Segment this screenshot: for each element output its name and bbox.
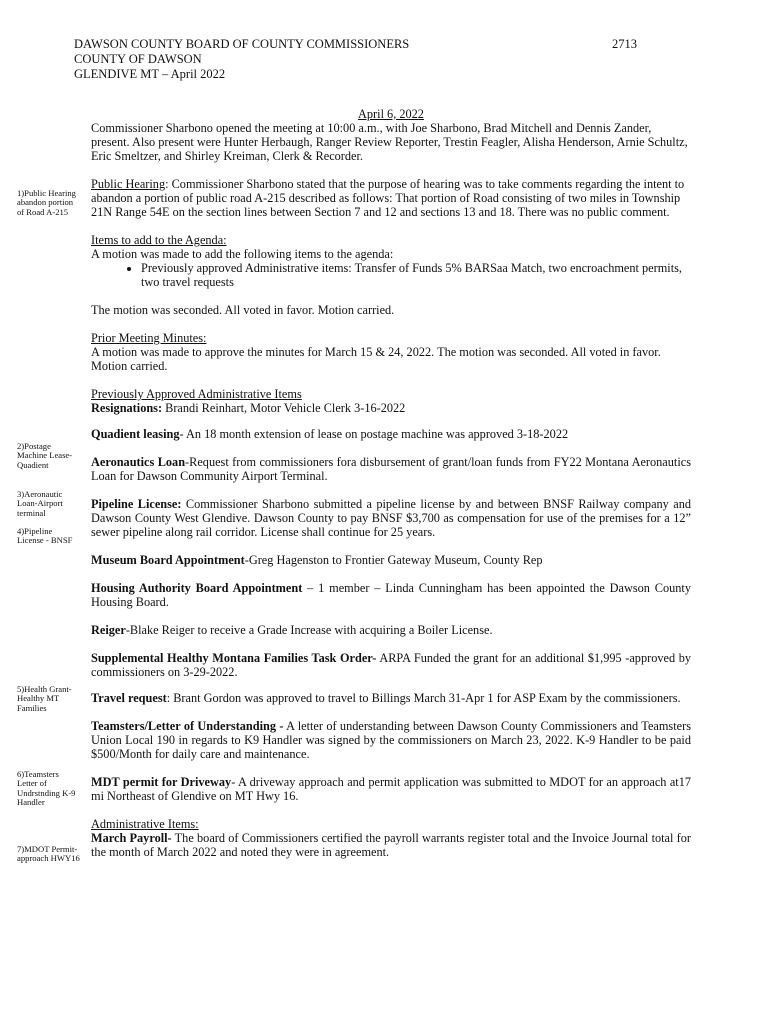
document-header bbox=[74, 37, 409, 82]
march-payroll-paragraph bbox=[91, 831, 691, 859]
item-teamsters bbox=[91, 719, 691, 761]
item-title: Travel request bbox=[91, 691, 167, 705]
header-line-1: DAWSON COUNTY BOARD OF COUNTY COMMISSIONERS bbox=[74, 37, 410, 51]
item-text: - A driveway approach and permit application was submitted to MDOT for an approach at17 mi Northeast of Glendive on MT Hwy 16. bbox=[91, 775, 691, 803]
item-text: A letter of understanding between Dawson County Commissioners and Teamsters Union Local 190 in regards to K9 Handler was signed by the commissioners on March 23, 2022. K-9 Handler to be paid $500/Month for daily care and maintenance. bbox=[91, 719, 691, 761]
item-healthy-montana bbox=[91, 651, 691, 679]
item-text: : Brant Gordon was approved to travel to Billings March 31-Apr 1 for ASP Exam by the commissioners. bbox=[166, 691, 681, 705]
item-title: Aeronautics Loan bbox=[91, 455, 186, 469]
item-text: – 1 member – Linda Cunningham has been appointed the Dawson County Housing Board. bbox=[91, 581, 691, 609]
item-text: ARPA Funded the grant for an additional $1,995 -approved by commissioners on 3-29-2022. bbox=[91, 651, 692, 679]
margin-note-postage-machine: 2)Postage Machine Lease-Quadient bbox=[17, 441, 73, 470]
item-title: Teamsters/Letter of Understanding - bbox=[91, 719, 284, 733]
item-text: Commissioner Sharbono submitted a pipeline license by and between BNSF Railway company and Dawson County West Glendive. Dawson County to pay BNSF $3,700 as compensation for use of the premises for a 12” sewer pipeline along rail corridor. License shall continue for 25 years. bbox=[91, 497, 691, 539]
march-payroll-text: The board of Commissioners certified the payroll warrants register total and the Invoice Journal total for the month of March 2022 and noted they were in agreement. bbox=[91, 831, 691, 859]
admin-items-heading: Administrative Items: bbox=[91, 817, 199, 831]
item-title: Reiger bbox=[91, 623, 126, 637]
public-hearing-heading: Public Hearing bbox=[91, 177, 166, 191]
item-title: Pipeline License: bbox=[91, 497, 182, 511]
agenda-text: A motion was made to add the following items to the agenda: bbox=[91, 247, 394, 261]
item-mdt-permit bbox=[91, 775, 691, 803]
margin-note-pipeline-license: 4)Pipeline License - BNSF bbox=[17, 526, 73, 546]
item-title: Museum Board Appointment bbox=[91, 553, 245, 567]
meeting-date: April 6, 2022 bbox=[358, 107, 424, 121]
resignations-label: Resignations: bbox=[91, 401, 163, 415]
minutes-body bbox=[91, 107, 691, 859]
agenda-bullet-item: • Previously approved Administrative items: Transfer of Funds 5% BARSaa Match, two encroachment permits, two travel requests bbox=[141, 261, 691, 289]
item-text: -Blake Reiger to receive a Grade Increase with acquiring a Boiler License. bbox=[125, 623, 493, 637]
prev-admin-heading: Previously Approved Administrative Items bbox=[91, 387, 302, 401]
prior-minutes-text: A motion was made to approve the minutes for March 15 & 24, 2022. The motion was seconded. All voted in favor. Motion carried. bbox=[91, 345, 661, 373]
march-payroll-title: March Payroll- bbox=[91, 831, 172, 845]
resignations-text: Brandi Reinhart, Motor Vehicle Clerk 3-16-2022 bbox=[162, 401, 406, 415]
margin-note-aeronautic-loan: 3)Aeronautic Loan-Airport terminal bbox=[17, 489, 63, 518]
margin-note-teamsters: 6)Teamsters Letter of Undrstnding K-9 Handler bbox=[17, 769, 76, 808]
item-text: -Request from commissioners fora disbursement of grant/loan funds from FY22 Montana Aeronautics Loan for Dawson Community Airport Terminal. bbox=[91, 455, 691, 483]
margin-note-health-grant: 5)Health Grant-Healthy MT Families bbox=[17, 684, 72, 713]
margin-note-mdot-permit: 7)MDOT Permit-approach HWY16 bbox=[17, 844, 80, 864]
header-line-3: GLENDIVE MT – April 2022 bbox=[74, 67, 226, 81]
item-quadient-leasing bbox=[91, 427, 691, 441]
margin-note-public-hearing: 1)Public Hearing abandon portion of Road A-215 bbox=[17, 188, 76, 217]
header-line-2: COUNTY OF DAWSON bbox=[74, 52, 202, 66]
prior-minutes-heading: Prior Meeting Minutes: bbox=[91, 331, 207, 345]
item-title: MDT permit for Driveway bbox=[91, 775, 232, 789]
intro-paragraph: Commissioner Sharbono opened the meeting at 10:00 a.m., with Joe Sharbono, Brad Mitchell and Dennis Zander, present. Also present were Hunter Herbaugh, Ranger Review Reporter, Trestin Feagler, Alisha Henderson, Arnie Schultz, Eric Smeltzer, and Shirley Kreiman, Clerk & Recorder. bbox=[91, 121, 688, 163]
item-title: Quadient leasing bbox=[91, 427, 180, 441]
public-hearing-text: : Commissioner Sharbono stated that the purpose of hearing was to take comments regarding the intent to abandon a portion of public road A-215 described as follows: That portion of Road consisting of two miles in Township 21N Range 54E on the section lines between Section 7 and 12 and sections 13 and 18. There was no public comment. bbox=[91, 177, 685, 219]
item-title: Housing Authority Board Appointment bbox=[91, 581, 303, 595]
item-aeronautics-loan bbox=[91, 455, 691, 483]
item-museum-board bbox=[91, 553, 691, 567]
agenda-heading: Items to add to the Agenda: bbox=[91, 233, 227, 247]
agenda-result: The motion was seconded. All voted in favor. Motion carried. bbox=[91, 303, 395, 317]
resignations-paragraph bbox=[91, 401, 691, 415]
item-reiger bbox=[91, 623, 691, 637]
page-number: 2713 bbox=[612, 37, 637, 51]
agenda-bullet-list bbox=[91, 261, 691, 289]
item-pipeline-license bbox=[91, 497, 691, 539]
item-text: -Greg Hagenston to Frontier Gateway Museum, County Rep bbox=[244, 553, 543, 567]
item-title: Supplemental Healthy Montana Families Task Order- bbox=[91, 651, 377, 665]
item-text: - An 18 month extension of lease on postage machine was approved 3-18-2022 bbox=[179, 427, 569, 441]
item-travel-request bbox=[91, 691, 691, 705]
item-housing-authority bbox=[91, 581, 691, 609]
public-hearing-paragraph bbox=[91, 177, 691, 219]
